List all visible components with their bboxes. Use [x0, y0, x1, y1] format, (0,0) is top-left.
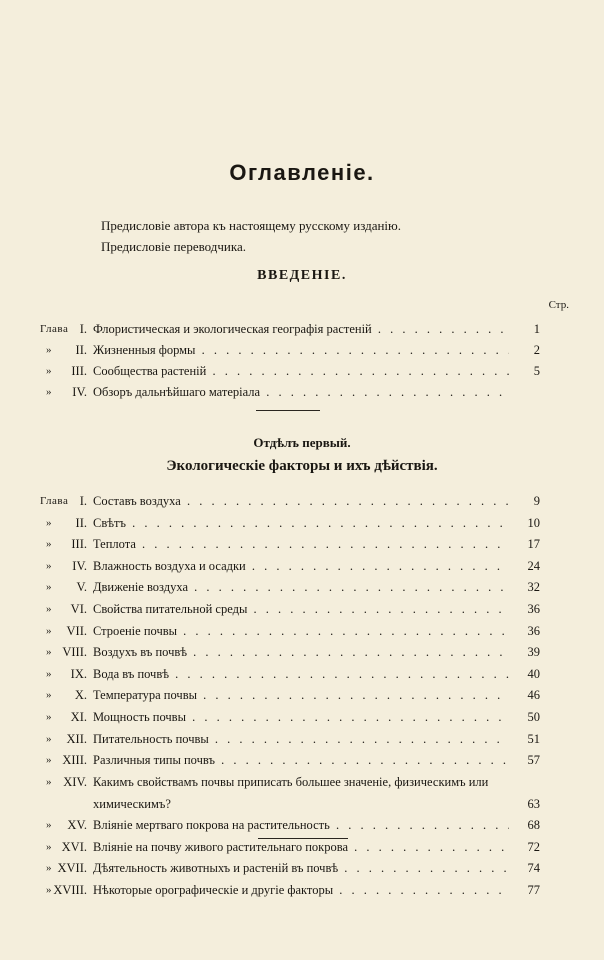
- chapter-number: VII.: [66, 623, 87, 638]
- chapter-number: III.: [71, 537, 87, 552]
- toc-entry: [0, 749, 604, 771]
- page-number: 39: [527, 645, 540, 660]
- toc-entry: [0, 771, 604, 811]
- chapter-number: III.: [71, 364, 87, 378]
- chapter-title-continued: химическимъ?: [93, 796, 171, 811]
- leader-dots: [338, 861, 509, 875]
- toc-entry: [0, 533, 604, 555]
- chapter-number: IX.: [70, 666, 87, 681]
- page-number: 68: [527, 818, 540, 832]
- leader-dots: [126, 516, 509, 530]
- toc-entry: [0, 684, 604, 706]
- page-number: 50: [527, 710, 540, 724]
- chapter-marker: »: [46, 386, 52, 398]
- chapter-title: Вліяніе мертваго покрова на растительность . . .: [93, 814, 509, 836]
- chapter-title: Обзоръ дальнѣйшаго матеріала . . .: [93, 381, 509, 403]
- page-number: 46: [527, 688, 540, 703]
- preface-author: Предисловіе автора къ настоящему русскому изданію.: [101, 218, 402, 233]
- chapter-marker: »: [46, 775, 52, 788]
- chapter-marker: »: [46, 624, 52, 637]
- toc-entry: [0, 381, 604, 403]
- leader-dots: [330, 818, 509, 832]
- leader-dots: [197, 688, 509, 702]
- toc-entry: [0, 814, 604, 836]
- chapter-title: Вода въ почвѣ . . .: [93, 663, 509, 685]
- leader-dots: [187, 645, 509, 659]
- chapter-marker: »: [46, 581, 52, 594]
- toc-entry: [0, 512, 604, 534]
- divider: [258, 838, 348, 839]
- chapter-number: XIV.: [63, 774, 87, 789]
- page-number: 40: [527, 666, 540, 681]
- leader-dots: [177, 624, 509, 638]
- chapter-number: XIII.: [62, 753, 87, 768]
- page-number: 32: [527, 580, 540, 595]
- page-number: 77: [527, 882, 540, 897]
- toc-entry: [0, 728, 604, 750]
- chapter-marker: »: [46, 344, 52, 356]
- chapter-marker: »: [46, 862, 52, 875]
- chapter-marker: Глава: [40, 495, 69, 507]
- chapter-title: Воздухъ въ почвѣ . . .: [93, 641, 509, 663]
- chapter-title: Флористическая и экологическая географія растеній . . .: [93, 318, 509, 340]
- chapter-marker: »: [46, 689, 52, 702]
- leader-dots: [206, 364, 509, 378]
- toc-entry: [0, 857, 604, 879]
- part-heading: Экологическіе факторы и ихъ дѣйствія.: [166, 458, 438, 474]
- chapter-title: Свѣтъ . . .: [93, 512, 509, 534]
- chapter-number: IV.: [72, 558, 87, 573]
- leader-dots: [348, 840, 509, 854]
- chapter-number: II.: [75, 343, 87, 357]
- chapter-title: Влажность воздуха и осадки . . .: [93, 555, 509, 577]
- page-number: 10: [527, 515, 540, 530]
- chapter-title: Дѣятельность животныхъ и растеній въ почвѣ . . .: [93, 857, 509, 879]
- toc-entry: [0, 360, 604, 382]
- leader-dots: [209, 732, 509, 746]
- chapter-marker: »: [46, 603, 52, 615]
- page-number: 74: [527, 861, 540, 876]
- page-number: 57: [527, 753, 540, 768]
- leader-dots: [372, 322, 509, 336]
- chapter-marker: »: [46, 365, 52, 377]
- chapter-title: Нѣкоторые орографическіе и другіе факторы . . .: [93, 879, 509, 901]
- chapter-number: VIII.: [62, 645, 87, 660]
- chapter-title: Свойства питательной среды . . .: [93, 598, 509, 620]
- chapter-number: XV.: [67, 818, 87, 832]
- toc-entry: [0, 706, 604, 728]
- chapter-marker: »: [46, 883, 52, 896]
- leader-dots: [186, 710, 509, 724]
- leader-dots: [169, 667, 509, 681]
- chapter-marker: »: [46, 516, 52, 529]
- leader-dots: [195, 343, 509, 357]
- chapter-number: X.: [74, 688, 87, 703]
- leader-dots: [333, 883, 509, 897]
- toc-entry: [0, 598, 604, 620]
- page-number: 9: [533, 494, 540, 508]
- page-column-label: Стр.: [548, 299, 569, 311]
- page-number: 24: [527, 558, 540, 573]
- chapter-marker: »: [46, 754, 52, 767]
- page-title: Оглавленіе.: [229, 160, 375, 185]
- chapter-marker: »: [46, 840, 52, 853]
- divider: [256, 410, 320, 411]
- page-number: 2: [533, 343, 540, 357]
- chapter-number: I.: [79, 322, 87, 336]
- chapter-title: Движеніе воздуха . . .: [93, 576, 509, 598]
- chapter-number: I.: [79, 494, 87, 508]
- intro-heading: ВВЕДЕНІЕ.: [257, 268, 347, 283]
- chapter-marker: »: [46, 538, 52, 551]
- toc-entry: [0, 620, 604, 642]
- chapter-title: Вліяніе на почву живого растительнаго покрова . . .: [93, 836, 509, 858]
- chapter-number: II.: [75, 515, 87, 530]
- chapter-number: V.: [76, 580, 87, 595]
- page-number: 5: [533, 364, 540, 378]
- chapter-marker: »: [46, 646, 52, 659]
- toc-entry: [0, 555, 604, 577]
- chapter-title: Температура почвы . . .: [93, 684, 509, 706]
- chapter-marker: »: [46, 667, 52, 680]
- chapter-title: Жизненныя формы . . .: [93, 339, 509, 361]
- chapter-number: IV.: [72, 385, 87, 399]
- toc-entry: [0, 576, 604, 598]
- chapter-title: Различныя типы почвъ . . .: [93, 749, 509, 771]
- page-number: 72: [527, 839, 540, 854]
- chapter-title: Мощность почвы . . .: [93, 706, 509, 728]
- leader-dots: [246, 559, 509, 573]
- chapter-title: Какимъ свойствамъ почвы приписать большее значеніе, физическимъ или: [93, 774, 489, 789]
- toc-entry: [0, 879, 604, 901]
- chapter-title: Составъ воздуха . . .: [93, 490, 509, 512]
- page-number: 1: [533, 322, 540, 336]
- chapter-number: XVIII.: [53, 882, 87, 897]
- page-number: 36: [527, 602, 540, 616]
- toc-entry: [0, 339, 604, 361]
- toc-entry: [0, 641, 604, 663]
- chapter-title: Теплота . . .: [93, 533, 509, 555]
- page-number: 51: [527, 731, 540, 746]
- chapter-number: XII.: [66, 731, 87, 746]
- preface-translator: Предисловіе переводчика.: [101, 239, 247, 254]
- page-number: 17: [527, 537, 540, 552]
- chapter-marker: »: [46, 819, 52, 831]
- toc-entry: [0, 318, 604, 340]
- chapter-title: Строеніе почвы . . .: [93, 620, 509, 642]
- chapter-title: Сообщества растеній . . .: [93, 360, 509, 382]
- toc-entry: [0, 663, 604, 685]
- chapter-marker: »: [46, 732, 52, 745]
- chapter-number: XVII.: [57, 861, 87, 876]
- chapter-marker: Глава: [40, 323, 69, 335]
- page-number: 36: [527, 623, 540, 638]
- chapter-number: VI.: [70, 602, 87, 616]
- leader-dots: [181, 494, 509, 508]
- chapter-marker: »: [46, 711, 52, 723]
- leader-dots: [136, 537, 509, 551]
- chapter-marker: »: [46, 559, 52, 572]
- chapter-number: XI.: [70, 710, 87, 724]
- leader-dots: [260, 385, 509, 399]
- toc-entry: [0, 490, 604, 512]
- chapter-number: XVI.: [61, 839, 87, 854]
- leader-dots: [215, 753, 509, 767]
- page-number: 63: [527, 796, 540, 811]
- part-title: Отдѣлъ первый.: [253, 435, 351, 450]
- leader-dots: [188, 580, 509, 594]
- chapter-title: Питательность почвы . . .: [93, 728, 509, 750]
- leader-dots: [247, 602, 509, 616]
